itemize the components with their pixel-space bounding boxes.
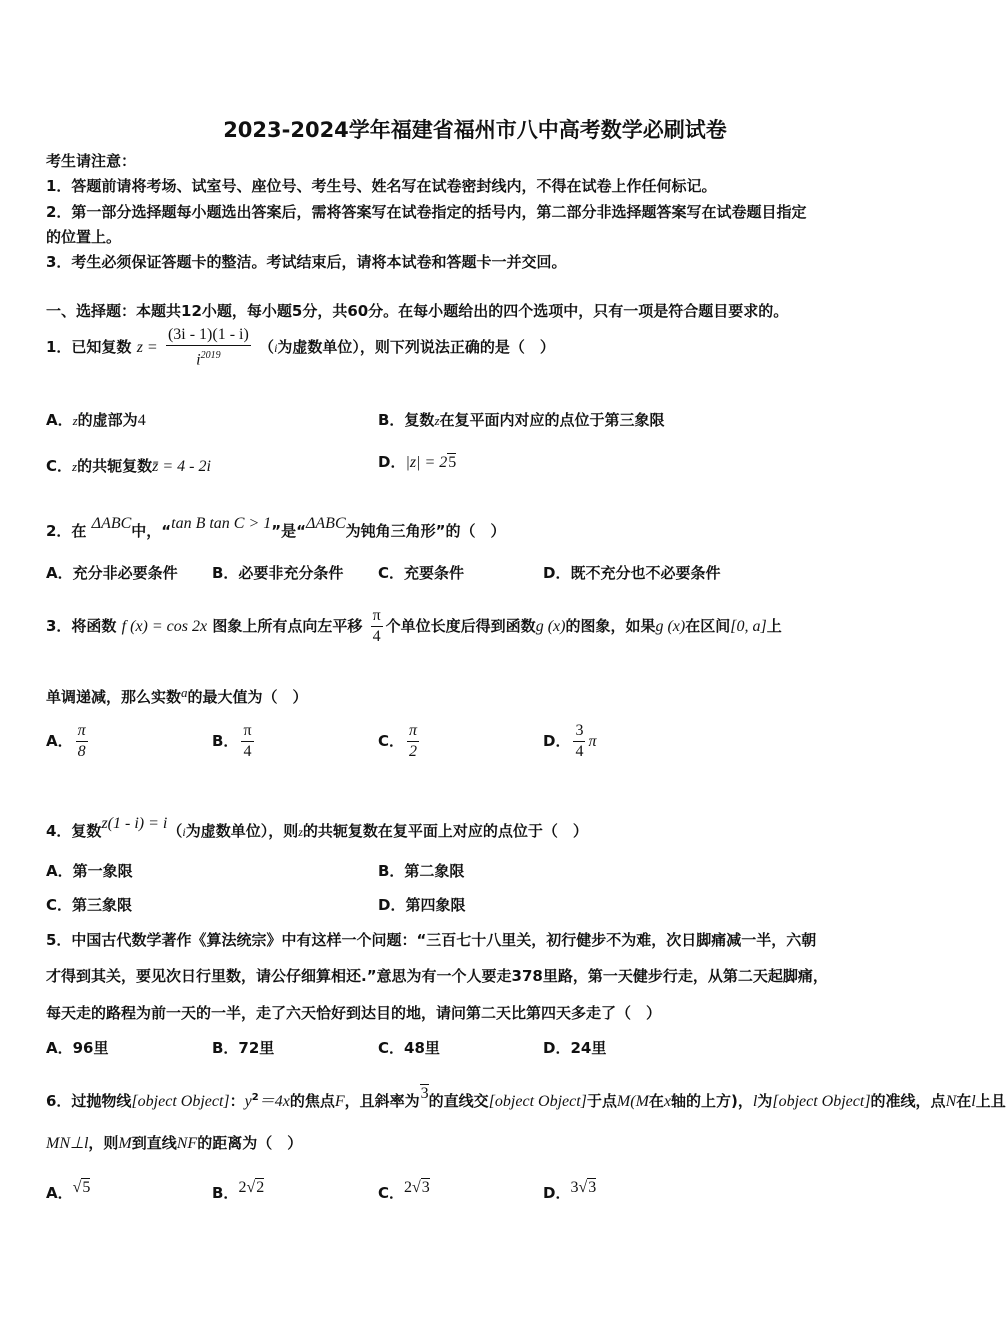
q2-option-d[interactable]: D．既不充分也不必要条件 xyxy=(543,564,721,582)
q1-option-d[interactable]: D．|z| = 25 xyxy=(378,453,457,471)
q4-option-b[interactable]: B．第二象限 xyxy=(378,862,465,880)
question-3-cont: 单调递减，那么实数a的最大值为（ ） xyxy=(46,685,308,706)
q3-option-b[interactable]: B． $\frac{\pi}{4}$ xyxy=(212,722,252,760)
notice-item-3: 3．考生必须保证答题卡的整洁。考试结束后，请将本试卷和答题卡一并交回。 xyxy=(46,253,567,271)
q2-triangle-2: ΔABC xyxy=(306,515,346,532)
question-2: 2．在 ΔABC中，“tan B tan C > 1”是“ΔABC为钝角三角形”的（ ） xyxy=(46,515,506,540)
q2-condition: tan B tan C > 1 xyxy=(171,515,272,532)
q2-option-b[interactable]: B．必要非充分条件 xyxy=(212,564,344,582)
q5-option-d[interactable]: D．24里 xyxy=(543,1039,607,1057)
q1-fraction xyxy=(166,325,251,370)
q2-triangle: ΔABC xyxy=(91,515,132,532)
q5-option-b[interactable]: B．72里 xyxy=(212,1039,275,1057)
q4-option-d[interactable]: D．第四象限 xyxy=(378,896,466,914)
q1-numerator: (3i - 1)(1 - i) xyxy=(166,325,251,346)
q4-option-a[interactable]: A．第一象限 xyxy=(46,862,133,880)
notice-item-2: 2．第一部分选择题每小题选出答案后，需将答案写在试卷指定的括号内，第二部分非选择题答案写在试卷题目指定 xyxy=(46,203,807,221)
notice-item-2-cont: 的位置上。 xyxy=(46,228,122,246)
q3-shift-fraction: $\frac{\pi}{4}$ xyxy=(372,607,381,645)
q1-option-a[interactable]: A．z的虚部为4 xyxy=(46,411,146,429)
question-6-line-1: 6．过抛物线[object Object]：$y^2=4x$的焦点F，且斜率为3的直线交[object Object]于点M(M在x轴的上方)，l为[object Object]的准线，点N在l上且 xyxy=(46,1085,1006,1110)
notice-item-1: 1．答题前请将考场、试室号、座位号、考生号、姓名写在试卷密封线内，不得在试卷上作任何标记。 xyxy=(46,177,717,195)
q6-option-a[interactable]: A．√5 xyxy=(46,1179,91,1202)
question-3: 3．将函数 f (x) = cos 2x 图象上所有点向左平移 $\frac{\pi}{4}$ 个单位长度后得到函数g (x)的图象，如果g (x)在区间[0, a]上 xyxy=(46,607,782,645)
question-4: 4．复数z(1 - i) = i（i为虚数单位），则z的共轭复数在复平面上对应的点位于（ ） xyxy=(46,815,588,840)
q3-option-c[interactable]: C． $\frac{\pi}{2}$ xyxy=(378,722,418,760)
q1-option-b[interactable]: B．复数z在复平面内对应的点位于第三象限 xyxy=(378,411,665,429)
q6-option-b[interactable]: B．2√2 xyxy=(212,1179,265,1202)
q3-option-a[interactable]: A． $\frac{\pi}{8}$ xyxy=(46,722,86,760)
q3-function-f: f (x) = cos 2x xyxy=(121,618,208,635)
q5-option-a[interactable]: A．96里 xyxy=(46,1039,109,1057)
page-title: 2023-2024学年福建省福州市八中高考数学必刷试卷 xyxy=(223,118,727,142)
q4-option-c[interactable]: C．第三象限 xyxy=(46,896,133,914)
q6-option-c[interactable]: C．2√3 xyxy=(378,1179,430,1202)
q1-prefix: 1．已知复数 xyxy=(46,338,132,357)
notice-heading: 考生请注意： xyxy=(46,152,137,170)
question-1: 1．已知复数 z = $\frac{(3i - 1)(1 - i)}{i^{2019}}$ （i为虚数单位），则下列说法正确的是（ ） xyxy=(46,326,555,369)
q4-equation: z(1 - i) = i xyxy=(101,815,168,832)
question-5-line-1: 5．中国古代数学著作《算法统宗》中有这样一个问题：“三百七十八里关，初行健步不为难，次日脚痛减一半，六朝 xyxy=(46,931,817,949)
question-5-line-3: 每天走的路程为前一天的一半，走了六天恰好到达目的地，请问第二天比第四天多走了（ ） xyxy=(46,1004,662,1022)
q2-option-c[interactable]: C．充要条件 xyxy=(378,564,465,582)
section-heading: 一、选择题：本题共12小题，每小题5分，共60分。在每小题给出的四个选项中，只有一项是符合题目要求的。 xyxy=(46,302,789,320)
question-5-line-2: 才得到其关，要见次日行里数，请公仔细算相还.”意思为有一个人要走378里路，第一天健步行走，从第二天起脚痛， xyxy=(46,967,828,985)
q1-z-eq: z = xyxy=(136,339,158,357)
q6-option-d[interactable]: D．3√3 xyxy=(543,1179,597,1202)
question-6-line-2: MN⊥l，则M到直线NF的距离为（ ） xyxy=(46,1134,303,1152)
q1-option-c[interactable]: C．z的共轭复数z̄ = 4 - 2i xyxy=(46,457,211,475)
q2-option-a[interactable]: A．充分非必要条件 xyxy=(46,564,178,582)
q3-option-d[interactable]: D． $\frac{3}{4}$ π xyxy=(543,722,597,760)
q1-denominator: $i^{2019}$ xyxy=(196,350,221,369)
q5-option-c[interactable]: C．48里 xyxy=(378,1039,440,1057)
